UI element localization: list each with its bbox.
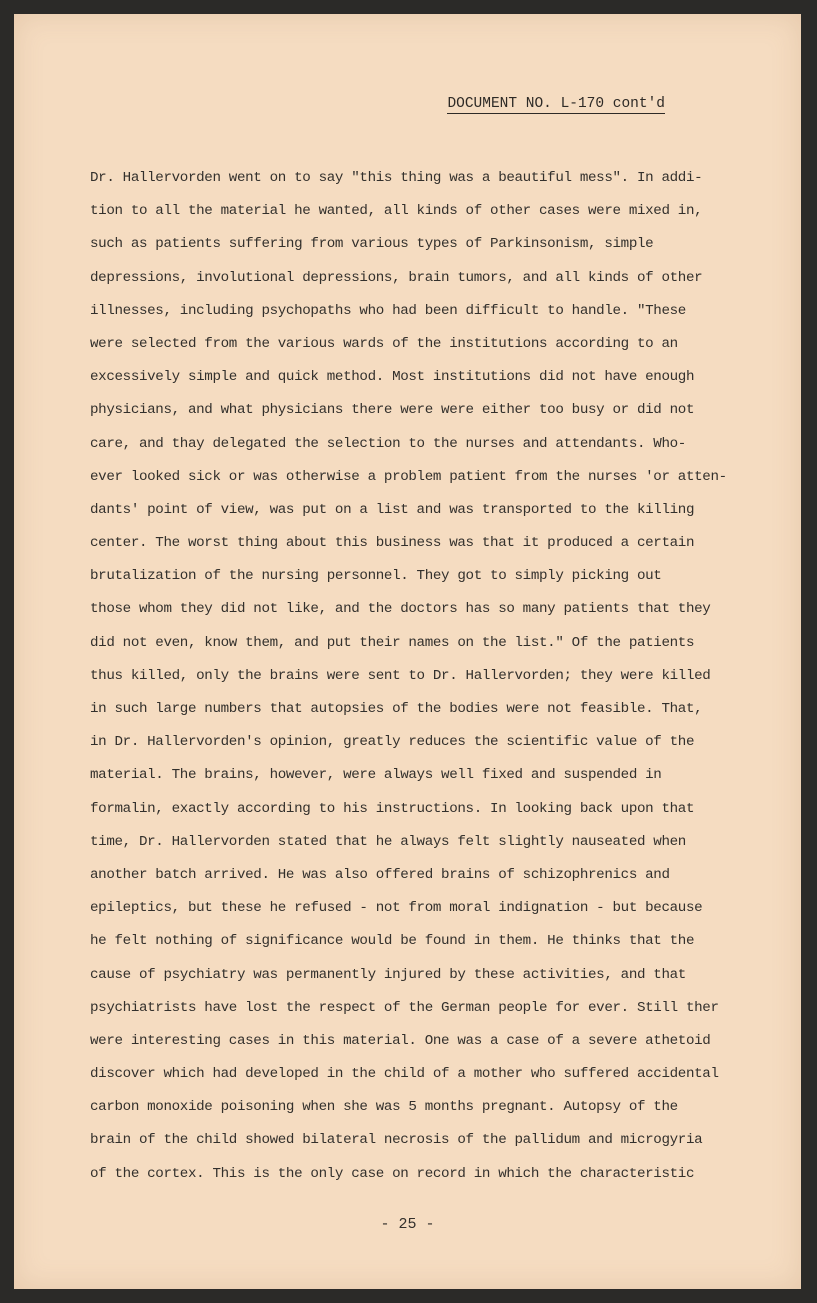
body-line: cause of psychiatry was permanently injured by these activities, and that (90, 966, 686, 983)
body-line: such as patients suffering from various types of Parkinsonism, simple (90, 236, 654, 253)
body-line: those whom they did not like, and the doctors has so many patients that they (90, 601, 711, 618)
body-line: another batch arrived. He was also offered brains of schizophrenics and (90, 866, 670, 883)
document-page (14, 14, 801, 1289)
body-line: were selected from the various wards of the institutions according to an (90, 335, 678, 352)
body-line: did not even, know them, and put their names on the list." Of the patients (90, 634, 695, 651)
body-line: Dr. Hallervorden went on to say "this thing was a beautiful mess". In addi- (90, 170, 703, 186)
document-reference: DOCUMENT NO. L-170 cont'd (447, 96, 665, 112)
body-line: psychiatrists have lost the respect of the German people for ever. Still ther (90, 999, 719, 1016)
body-line: center. The worst thing about this business was that it produced a certain (90, 535, 695, 552)
body-line: material. The brains, however, were always well fixed and suspended in (90, 767, 662, 784)
body-line: brutalization of the nursing personnel. They got to simply picking out (90, 568, 662, 585)
body-line: ever looked sick or was otherwise a problem patient from the nurses 'or atten- (90, 468, 727, 485)
body-line: were interesting cases in this material. One was a case of a severe athetoid (90, 1032, 711, 1049)
page-number: - 25 - (380, 1216, 435, 1233)
body-line: thus killed, only the brains were sent to Dr. Hallervorden; they were killed (90, 667, 711, 684)
body-line: physicians, and what physicians there were were either too busy or did not (90, 402, 695, 419)
body-line: epileptics, but these he refused - not from moral indignation - but because (90, 900, 703, 917)
body-line: in Dr. Hallervorden's opinion, greatly reduces the scientific value of the (90, 734, 695, 751)
body-line: depressions, involutional depressions, brain tumors, and all kinds of other (90, 269, 703, 286)
body-line: carbon monoxide poisoning when she was 5 months pregnant. Autopsy of the (90, 1099, 678, 1116)
body-line: illnesses, including psychopaths who had been difficult to handle. "These (90, 302, 686, 319)
body-line: dants' point of view, was put on a list and was transported to the killing (90, 501, 695, 518)
body-line: in such large numbers that autopsies of the bodies were not feasible. That, (90, 701, 703, 717)
body-line: tion to all the material he wanted, all kinds of other cases were mixed in, (90, 203, 703, 220)
body-line: time, Dr. Hallervorden stated that he always felt slightly nauseated when (90, 833, 686, 850)
body-line: brain of the child showed bilateral necrosis of the pallidum and microgyria (90, 1132, 703, 1149)
document-body (90, 162, 750, 1191)
body-line: discover which had developed in the child of a mother who suffered accidental (90, 1066, 719, 1083)
body-line: he felt nothing of significance would be found in them. He thinks that the (90, 933, 695, 950)
body-line: excessively simple and quick method. Most institutions did not have enough (90, 369, 695, 386)
body-line: care, and thay delegated the selection to the nurses and attendants. Who- (90, 435, 686, 452)
body-line: of the cortex. This is the only case on record in which the characteristic (90, 1165, 695, 1182)
body-line: formalin, exactly according to his instructions. In looking back upon that (90, 800, 695, 817)
